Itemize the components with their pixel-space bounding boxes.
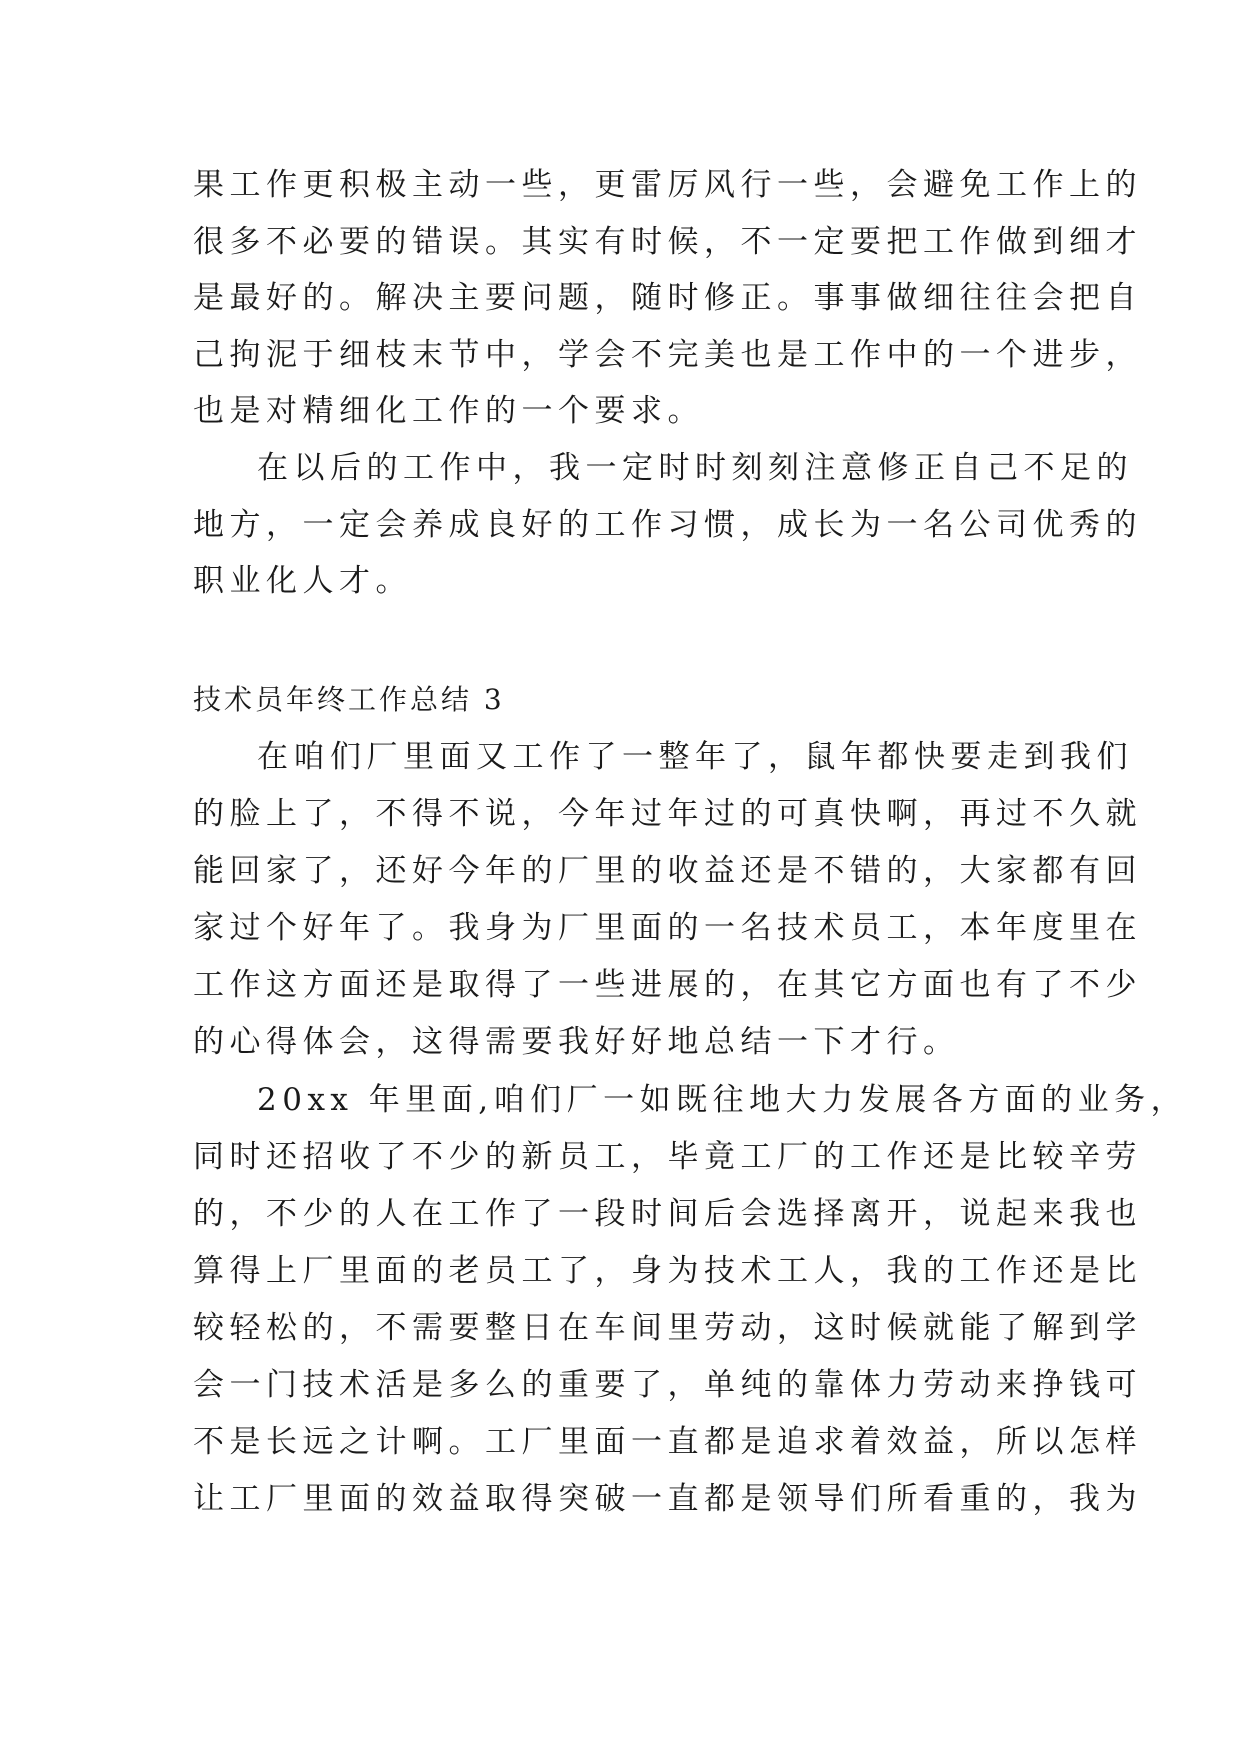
text-line: 的，不少的人在工作了一段时间后会选择离开，说起来我也: [193, 1196, 1142, 1232]
text-line: 能回家了，还好今年的厂里的收益还是不错的，大家都有回: [193, 853, 1142, 889]
text-line: 地方，一定会养成良好的工作习惯，成长为一名公司优秀的: [193, 507, 1142, 543]
text-line: 算得上厂里面的老员工了，身为技术工人，我的工作还是比: [193, 1253, 1142, 1289]
text-line: 工作这方面还是取得了一些进展的，在其它方面也有了不少: [193, 967, 1142, 1003]
text-line: 较轻松的，不需要整日在车间里劳动，这时候就能了解到学: [193, 1310, 1142, 1346]
text-line: 家过个好年了。我身为厂里面的一名技术员工，本年度里在: [193, 910, 1142, 946]
text-line: 不是长远之计啊。工厂里面一直都是追求着效益，所以怎样: [193, 1424, 1142, 1460]
text-line: 职业化人才。: [193, 563, 412, 599]
text-line: 的心得体会，这得需要我好好地总结一下才行。: [193, 1024, 960, 1060]
text-line: 是最好的。解决主要问题，随时修正。事事做细往往会把自: [193, 280, 1142, 316]
text-line: 会一门技术活是多么的重要了，单纯的靠体力劳动来挣钱可: [193, 1367, 1142, 1403]
text-line: 让工厂里面的效益取得突破一直都是领导们所看重的，我为: [193, 1481, 1142, 1517]
text-line: 在以后的工作中，我一定时时刻刻注意修正自己不足的: [257, 450, 1133, 486]
text-line: 同时还招收了不少的新员工，毕竟工厂的工作还是比较辛劳: [193, 1139, 1142, 1175]
section-heading: 技术员年终工作总结 3: [193, 683, 505, 716]
text-line: 20xx 年里面,咱们厂一如既往地大力发展各方面的业务，: [257, 1082, 1188, 1118]
text-line: 在咱们厂里面又工作了一整年了，鼠年都快要走到我们: [257, 739, 1133, 775]
text-line: 很多不必要的错误。其实有时候，不一定要把工作做到细才: [193, 224, 1142, 260]
text-line: 也是对精细化工作的一个要求。: [193, 393, 704, 429]
text-line: 的脸上了，不得不说，今年过年过的可真快啊，再过不久就: [193, 796, 1142, 832]
text-line: 己拘泥于细枝末节中，学会不完美也是工作中的一个进步，: [193, 337, 1142, 373]
text-line: 果工作更积极主动一些，更雷厉风行一些，会避免工作上的: [193, 167, 1142, 203]
